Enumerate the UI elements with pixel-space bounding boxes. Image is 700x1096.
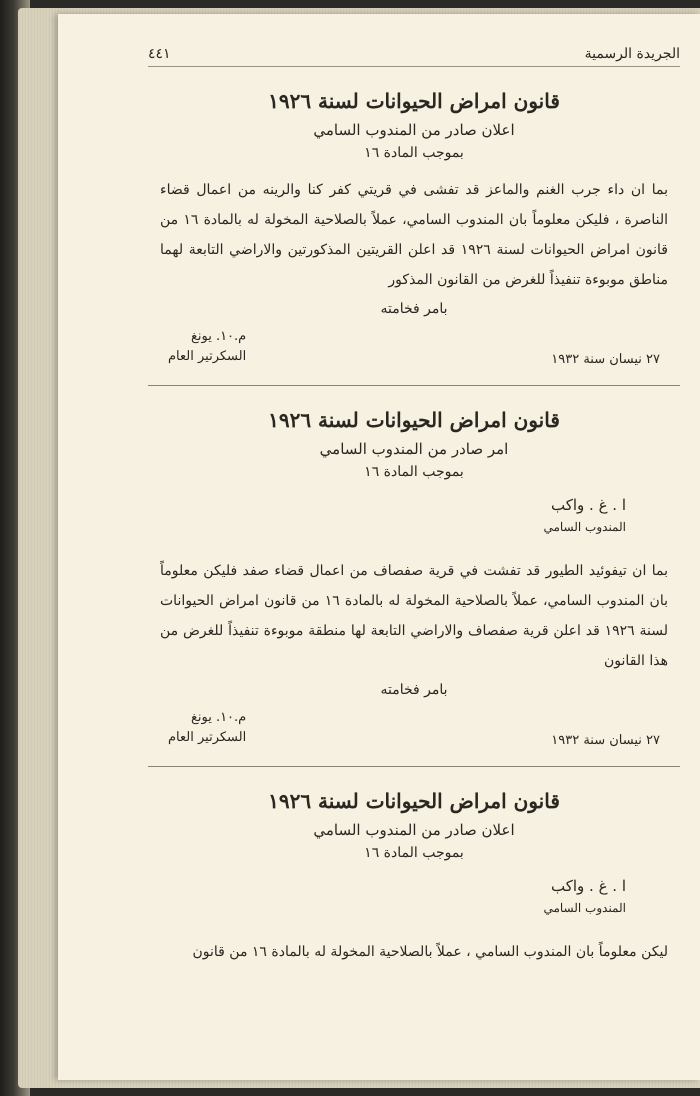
- page-number: ٤٤١: [148, 46, 171, 62]
- notice-section-2: [148, 408, 680, 748]
- article-reference: بموجب المادة ١٦: [364, 464, 464, 480]
- notice-section-3: [148, 789, 680, 967]
- section-divider: [148, 766, 680, 767]
- notice-subtitle: امر صادر من المندوب السامي: [319, 440, 509, 458]
- signature-block: [168, 708, 246, 748]
- article-reference: بموجب المادة ١٦: [364, 845, 464, 861]
- commissioner-block: [148, 875, 626, 919]
- signer-initials: م.١٠. يونغ: [190, 329, 247, 344]
- notice-body: ليكن معلوماً بان المندوب السامي ، عملاً بالصلاحية المخولة له بالمادة ١٦ من قانون: [192, 944, 668, 960]
- commissioner-initials: ا . غ . واكب: [550, 496, 626, 514]
- law-title: قانون امراض الحيوانات لسنة ١٩٢٦: [268, 408, 560, 432]
- signature-block: [168, 327, 246, 367]
- notice-body: بما ان تيفوئيد الطيور قد تفشت في قرية صفصاف من اعمال قضاء صفد فليكن معلوماً بان المندوب السامي، عملاً بالصلاحية المخولة له بالمادة ١٦ من قانون امراض الحيوانات لسنة ١٩٢٦ قد اعلن قرية صفصاف والاراضي التابعة لها منطقة موبوءة تنفيذاً للغرض من هذا القانون: [160, 563, 669, 669]
- running-header: [148, 46, 680, 67]
- order-line: بامر فخامته: [380, 301, 448, 317]
- signature-row: [168, 708, 660, 748]
- signer-initials: م.١٠. يونغ: [190, 710, 247, 725]
- gazette-name: الجريدة الرسمية: [584, 46, 680, 62]
- commissioner-initials: ا . غ . واكب: [550, 877, 626, 895]
- commissioner-title: المندوب السامي: [543, 901, 626, 915]
- notice-subtitle: اعلان صادر من المندوب السامي: [313, 121, 515, 139]
- commissioner-block: [148, 494, 626, 538]
- notice-date: ٢٧ نيسان سنة ١٩٣٢: [551, 352, 660, 367]
- signature-row: [168, 327, 660, 367]
- law-title: قانون امراض الحيوانات لسنة ١٩٢٦: [268, 89, 560, 113]
- notice-body: بما ان داء جرب الغنم والماعز قد تفشى في قريتي كفر كنا والرينه من اعمال قضاء الناصرة ، فليكن معلوماً بان المندوب السامي، عملاً بالصلاحية المخولة له بالمادة ١٦ من قانون امراض الحيوانات لسنة ١٩٢٦ قد اعلن القريتين المذكورتين والاراضي التابعة لهما مناطق موبوءة تنفيذاً للغرض من القانون المذكور: [160, 182, 669, 288]
- commissioner-title: المندوب السامي: [543, 520, 626, 534]
- notice-subtitle: اعلان صادر من المندوب السامي: [313, 821, 515, 839]
- notice-date: ٢٧ نيسان سنة ١٩٣٢: [551, 733, 660, 748]
- page-content: [148, 46, 680, 973]
- notice-section-1: [148, 89, 680, 367]
- section-divider: [148, 385, 680, 386]
- signer-title: السكرتير العام: [168, 730, 247, 745]
- order-line: بامر فخامته: [380, 682, 448, 698]
- law-title: قانون امراض الحيوانات لسنة ١٩٢٦: [268, 789, 560, 813]
- article-reference: بموجب المادة ١٦: [364, 145, 464, 161]
- signer-title: السكرتير العام: [168, 349, 247, 364]
- gazette-page: [58, 14, 700, 1080]
